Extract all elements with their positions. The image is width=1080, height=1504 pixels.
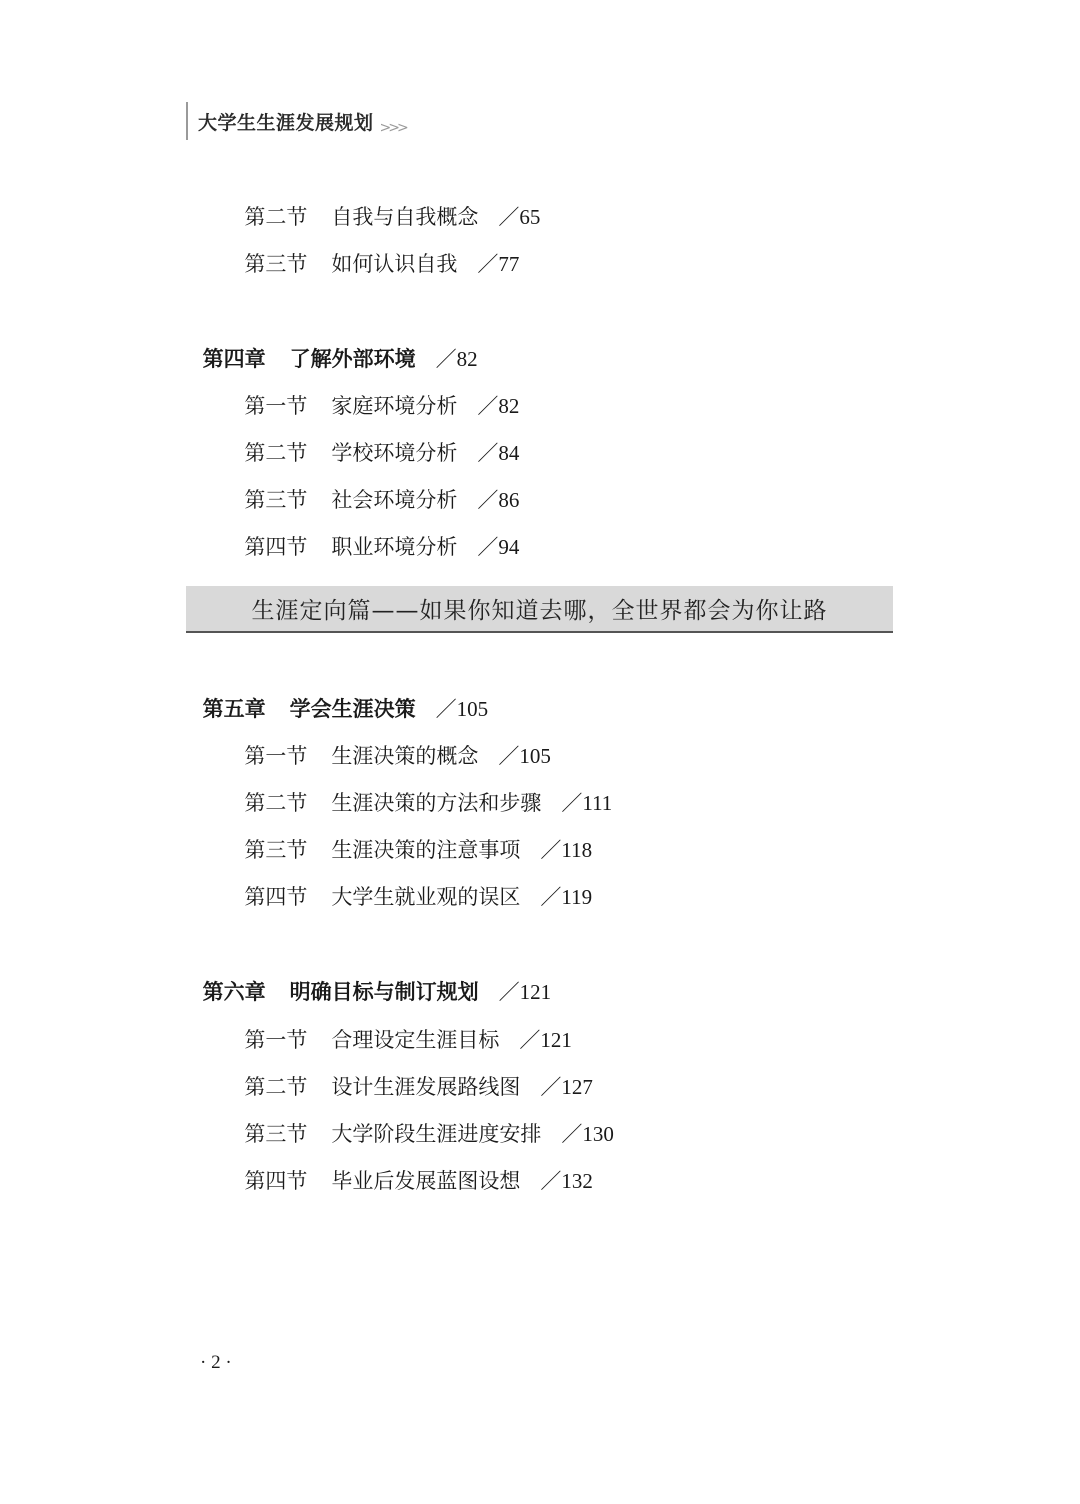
section-label: 第三节	[244, 838, 308, 862]
section-label: 第四节	[244, 535, 308, 559]
toc-section-entry[interactable]	[231, 469, 519, 511]
section-title: 合理设定生涯目标	[331, 1028, 500, 1052]
section-label: 第一节	[244, 744, 308, 768]
toc-section-entry[interactable]	[231, 1056, 593, 1098]
toc-section-entry[interactable]	[231, 819, 592, 861]
toc-section-entry[interactable]	[231, 866, 592, 908]
page-number: ／65	[498, 205, 541, 229]
section-label: 第四节	[244, 1169, 308, 1193]
page-number: ／127	[540, 1075, 593, 1099]
page-number: ／132	[540, 1169, 593, 1193]
section-title: 家庭环境分析	[331, 394, 458, 418]
chapter-title: 明确目标与制订规划	[289, 980, 479, 1004]
section-label: 第二节	[244, 791, 308, 815]
page-number: ／105	[435, 697, 489, 721]
toc-section-entry[interactable]	[231, 186, 540, 228]
section-title: 学校环境分析	[331, 441, 458, 465]
chapter-title: 了解外部环境	[289, 347, 416, 371]
toc-section-entry[interactable]	[231, 422, 519, 464]
section-title: 生涯决策的方法和步骤	[331, 791, 542, 815]
section-title: 自我与自我概念	[331, 205, 479, 229]
page-number: ／111	[561, 791, 613, 815]
page-number: ／82	[435, 347, 478, 371]
section-title: 如何认识自我	[331, 252, 458, 276]
page-number: ／94	[477, 535, 520, 559]
running-header	[186, 102, 406, 140]
section-label: 第一节	[244, 1028, 308, 1052]
section-label: 第二节	[244, 441, 308, 465]
section-title: 大学生就业观的误区	[331, 885, 521, 909]
chapter-label: 第五章	[202, 697, 266, 721]
toc-section-entry[interactable]	[231, 1009, 572, 1051]
page-folio: · 2 ·	[200, 1352, 232, 1373]
section-label: 第三节	[244, 1122, 308, 1146]
section-label: 第三节	[244, 488, 308, 512]
section-title: 毕业后发展蓝图设想	[331, 1169, 521, 1193]
toc-section-entry[interactable]	[231, 1150, 593, 1192]
section-label: 第四节	[244, 885, 308, 909]
part-banner	[186, 586, 893, 633]
section-title: 生涯决策的概念	[331, 744, 479, 768]
page-number: ／105	[498, 744, 551, 768]
toc-section-entry[interactable]	[231, 725, 551, 767]
page-number: ／119	[540, 885, 593, 909]
page-number: ／77	[477, 252, 520, 276]
section-title: 职业环境分析	[331, 535, 458, 559]
page-number: ／121	[498, 980, 552, 1004]
chapter-label: 第六章	[202, 980, 266, 1004]
chapter-label: 第四章	[202, 347, 266, 371]
section-title: 生涯决策的注意事项	[331, 838, 521, 862]
section-label: 第一节	[244, 394, 308, 418]
section-label: 第二节	[244, 205, 308, 229]
page-number: ／82	[477, 394, 520, 418]
toc-section-entry[interactable]	[231, 772, 612, 814]
page-number: ／118	[540, 838, 593, 862]
toc-chapter-entry[interactable]	[188, 328, 478, 370]
toc-chapter-entry[interactable]	[188, 678, 488, 720]
section-title: 社会环境分析	[331, 488, 458, 512]
section-label: 第二节	[244, 1075, 308, 1099]
toc-section-entry[interactable]	[231, 375, 519, 417]
chevron-ornament-icon: >>>	[379, 120, 406, 136]
toc-section-entry[interactable]	[231, 233, 519, 275]
toc-section-entry[interactable]	[231, 516, 519, 558]
page-number: ／86	[477, 488, 520, 512]
section-title: 设计生涯发展路线图	[331, 1075, 521, 1099]
page-number: ／121	[519, 1028, 572, 1052]
part-title: 生涯定向篇——如果你知道去哪，全世界都会为你让路	[251, 598, 828, 624]
toc-chapter-entry[interactable]	[188, 961, 551, 1003]
chapter-title: 学会生涯决策	[289, 697, 416, 721]
section-title: 大学阶段生涯进度安排	[331, 1122, 542, 1146]
toc-section-entry[interactable]	[231, 1103, 614, 1145]
page-number: ／84	[477, 441, 520, 465]
section-label: 第三节	[244, 252, 308, 276]
page-number: ／130	[561, 1122, 614, 1146]
book-title: 大学生生涯发展规划	[198, 111, 374, 134]
